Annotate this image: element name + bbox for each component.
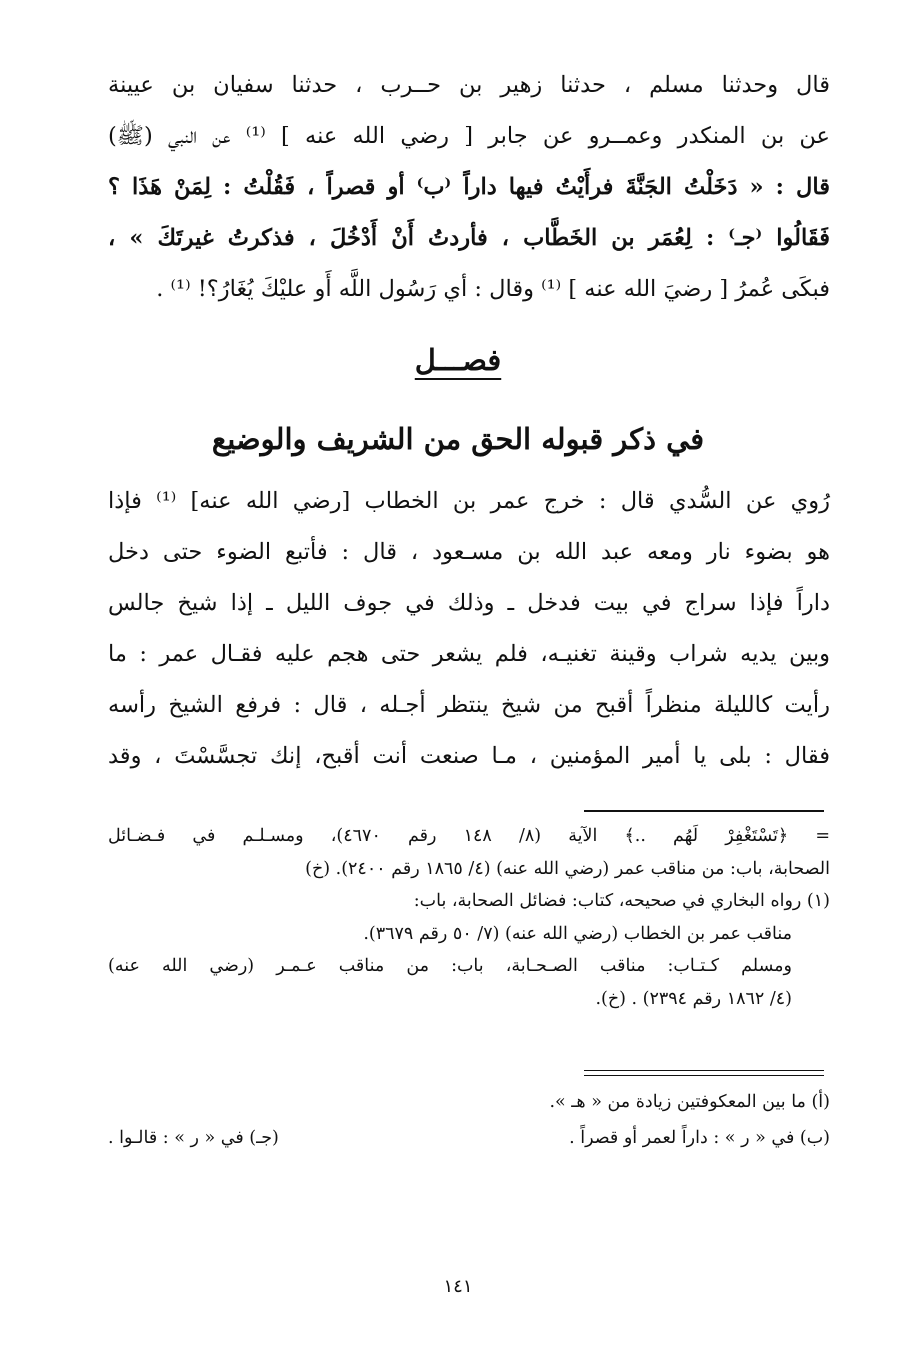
main-text-paragraph-2 <box>108 488 830 794</box>
footnote-line: الصحابة، باب: من مناقب عمر (رضي الله عنه) (٤/ ١٨٦٥ رقم ٢٤٠٠). (خ) <box>305 858 830 879</box>
footnote-line: (٤/ ١٨٦٢ رقم ٢٣٩٤) . (خ). <box>595 988 792 1009</box>
page-number: ١٤١ <box>443 1276 473 1297</box>
text-line: داراً فإذا سراج في بيت فدخل ـ وذلك في جوف الليل ـ إذا شيخ جالس <box>108 590 830 616</box>
footnotes <box>108 826 830 1021</box>
footnote-line: ومسلم كـتـاب: مناقب الصـحـابة، باب: من مناقب عـمـر (رضي الله عنه) <box>108 956 792 976</box>
section-label: فصـــل <box>414 343 502 377</box>
section-title: في ذكر قبوله الحق من الشريف والوضيع <box>211 422 705 456</box>
footnote-line: = ﴿تَسْتَغْفِرْ لَهُم ..﴾ الآية (٨/ ١٤٨ رقم ٤٦٧٠)، ومسـلـم في فـضـائل <box>108 826 830 846</box>
hadith-text-line: فَقَالُوا ⁽جـ⁾ : لِعُمَر بن الخَطَّاب ، فأردتُ أَنْ أَدْخُلَ ، فذكرتُ غيرتَكَ » ، <box>108 225 830 251</box>
text-line: قال وحدثنا مسلم ، حدثنا زهير بن حــرب ، حدثنا سفيان بن عيينة <box>108 72 830 98</box>
variant-notes-row <box>108 1128 830 1148</box>
footnote-line: مناقب عمر بن الخطاب (رضي الله عنه) (٧/ ٥٠ رقم ٣٦٧٩). <box>363 923 792 944</box>
text-line: فقال : بلى يا أمير المؤمنين ، مـا صنعت أنت أقبح، إنك تجسَّسْتَ ، وقد <box>108 743 830 769</box>
variant-note-a: (أ) ما بين المعكوفتين زيادة من « هـ ». <box>549 1092 830 1112</box>
variant-notes-separator <box>584 1070 824 1071</box>
variant-notes-separator <box>584 1075 824 1076</box>
variant-notes <box>108 1092 830 1148</box>
text-line: رُوي عن السُّدي قال : خرج عمر بن الخطاب [رضي الله عنه] ⁽¹⁾ فإذا <box>108 488 830 514</box>
footnote-separator <box>584 810 824 812</box>
hadith-text-line: قال : « دَخَلْتُ الجَنَّةَ فرأَيْتُ فيها داراً ⁽ب⁾ أو قصراً ، فَقُلْتُ : لِمَنْ هَذَا ؟ <box>108 174 830 200</box>
text-line: وبين يديه شراب وقينة تغنيـه، فلم يشعر حتى هجم عليه فقـال عمر : ما <box>108 641 830 667</box>
text-line: هو بضوء نار ومعه عبد الله بن مسـعود ، قال : فأتبع الضوء حتى دخل <box>108 539 830 565</box>
main-text-paragraph-1 <box>108 72 830 327</box>
text-line: فبكَى عُمرُ [ رضيَ الله عنه ] ⁽¹⁾ وقال : أي رَسُول اللَّه أَو عليْكَ يُغَارُ؟! ⁽¹⁾ . <box>156 276 830 302</box>
text-line: عن بن المنكدر وعمــرو عن جابر [ رضي الله عنه ] ⁽¹⁾ عن النبي (ﷺ) <box>108 123 830 149</box>
variant-note-c: (جـ) في « ر » : قالـوا . <box>108 1128 279 1148</box>
variant-note-b: (ب) في « ر » : داراً لعمر أو قصراً . <box>569 1128 830 1148</box>
text-line: رأيت كالليلة منظراً أقبح من شيخ ينتظر أجـله ، قال : فرفع الشيخ رأسه <box>108 692 830 718</box>
footnote-line: (١) رواه البخاري في صحيحه، كتاب: فضائل الصحابة، باب: <box>413 891 830 911</box>
